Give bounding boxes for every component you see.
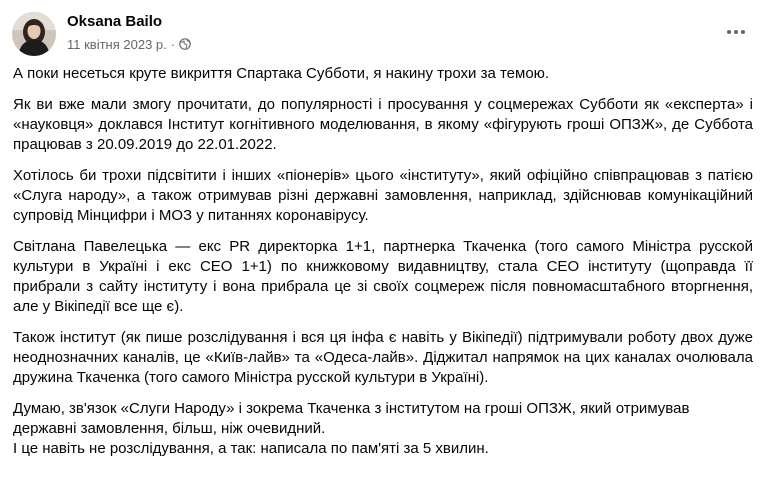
post-paragraph: Хотілось би трохи підсвітити і інших «піонерів» цього «інституту», який офіційно співпрацював з патією «Слуга народу», а також отримував різні державні замовлення, наприклад, здійснював комунікаційний супровід Мінцифри і МОЗ у питаннях коронавірусу.: [13, 167, 753, 224]
post-body: [13, 64, 753, 459]
post-meta: [67, 36, 191, 52]
author-name[interactable]: Oksana Bailo: [67, 13, 163, 30]
post-paragraph: Також інститут (як пише розслідування і вся ця інфа є навіть у Вікіпедії) підтримували роботу двох дуже неоднозначних каналів, це «Київ-лайв» та «Одеса-лайв». Діджитал напрямок на цих каналах очолювала дружина Ткаченка (того самого Міністра русской культури в Україні).: [13, 329, 753, 386]
post-date[interactable]: 11 квітня 2023 р.: [67, 36, 167, 52]
avatar[interactable]: [12, 12, 56, 56]
post-paragraph: Світлана Павелецька — екс PR директорка 1+1, партнерка Ткаченка (того самого Міністра русской культури в Україні і екс CEO 1+1) по книжковому видавництву, стала CEO інституту (щоправда її прибрали з сайту інституту і вона прибрала це зі своїх соцмереж після повномасштабного вторгнення, але у Вікіпедії все ще є).: [13, 238, 753, 315]
post-paragraph: А поки несеться круте викриття Спартака Субботи, я накину трохи за темою.: [13, 65, 550, 82]
more-horizontal-icon: [726, 29, 746, 35]
post-header: [12, 10, 754, 58]
post-paragraph: Думаю, зв'язок «Слуги Народу» і зокрема Ткаченка з інститутом на гроші ОПЗЖ, який отримував державні замовлення, більш, ніж очевидний. І це навіть не розслідування, а так: написала по пам'яті за 5 хвилин.: [13, 400, 690, 457]
more-options-button[interactable]: [720, 16, 752, 48]
meta-separator: ·: [170, 36, 176, 52]
post-paragraph: Як ви вже мали змогу прочитати, до популярності і просування у соцмережах Субботи як «експерта» і «науковця» доклався Інститут когнітивного моделювання, в якому «фігурують гроші ОПЗЖ», де Суббота працював з 20.09.2019 до 22.01.2022.: [13, 96, 753, 153]
avatar-photo: [12, 12, 56, 56]
globe-icon[interactable]: [179, 38, 191, 50]
